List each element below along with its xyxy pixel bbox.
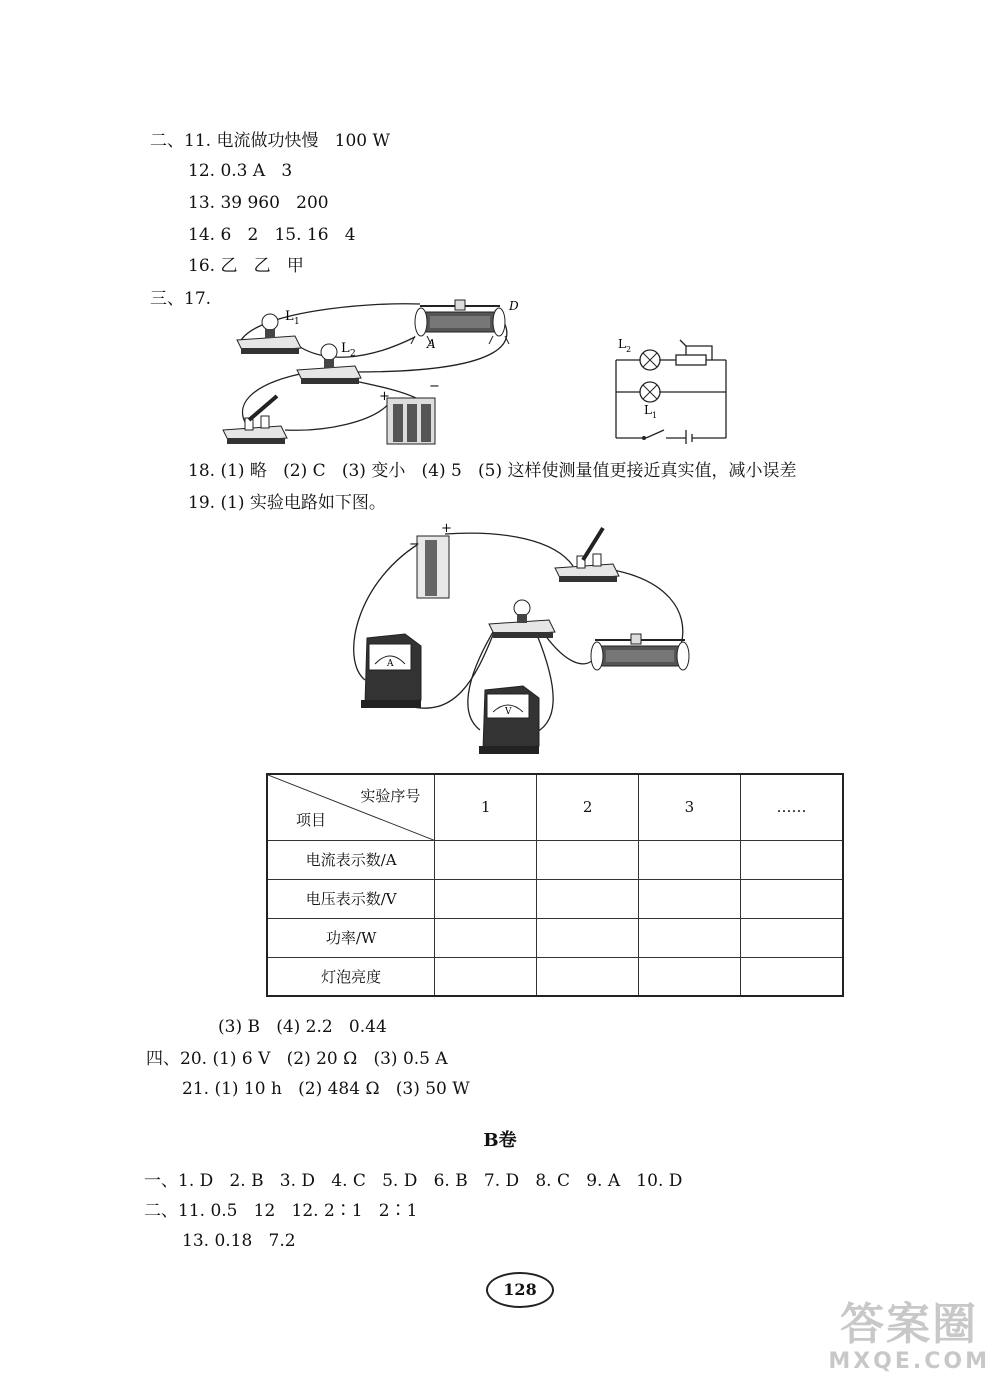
table-col-header: ……	[740, 774, 843, 840]
schematic-l2-subscript: 2	[626, 345, 632, 354]
schematic-l1-label: L	[644, 403, 652, 417]
watermark-logo-text: 答案圈	[840, 1299, 979, 1351]
section-b-line-3: 13. 0.18 7.2	[182, 1231, 296, 1251]
answer-line-14: 14. 6 2 15. 16 4	[188, 225, 356, 245]
table-col-header: 1	[435, 774, 537, 840]
table-row	[267, 918, 843, 957]
lamp-19	[489, 600, 555, 638]
schematic-17	[606, 334, 746, 444]
rheostat	[411, 300, 509, 344]
switch-19	[555, 528, 619, 582]
table-col-header: 2	[537, 774, 639, 840]
table-cell	[537, 957, 639, 996]
table-cell	[639, 957, 741, 996]
ammeter-label: A	[387, 659, 394, 669]
table-cell	[740, 840, 843, 879]
table-cell	[435, 957, 537, 996]
section-b-line-2: 二、11. 0.5 12 12. 2∶1 2∶1	[144, 1201, 418, 1221]
table-header-diagonal-cell	[267, 774, 435, 840]
answer-line-17: 三、17.	[150, 289, 212, 309]
battery-minus: −	[429, 379, 440, 394]
lamp-l1-subscript: 1	[294, 317, 300, 327]
table-cell	[435, 918, 537, 957]
table-row-label: 电流表示数/A	[267, 840, 435, 879]
answer-line-20: 四、20. (1) 6 V (2) 20 Ω (3) 0.5 A	[146, 1049, 448, 1069]
ammeter	[361, 634, 421, 708]
answer-line-18: 18. (1) 略 (2) C (3) 变小 (4) 5 (5) 这样使测量值更接近真实值，减小误差	[188, 461, 797, 481]
table-cell	[537, 918, 639, 957]
circuit-19-illustration	[345, 520, 695, 755]
section-b-line-1: 一、1. D 2. B 3. D 4. C 5. D 6. B 7. D 8. C 9. A 10. D	[144, 1171, 683, 1191]
answer-line-19: 19. (1) 实验电路如下图。	[188, 493, 386, 513]
answer-line-11: 二、11. 电流做功快慢 100 W	[150, 131, 390, 151]
battery-plus-19: +	[441, 521, 452, 536]
battery-pack	[387, 398, 435, 444]
table-header-trial-number: 实验序号	[360, 787, 421, 805]
rheostat-19	[591, 634, 689, 670]
page-number: 128	[486, 1272, 554, 1308]
table-row	[267, 879, 843, 918]
switch	[223, 396, 287, 444]
watermark-url: MXQE.COM	[828, 1348, 990, 1374]
schematic-l1-subscript: 1	[652, 411, 658, 420]
lamp-l2-subscript: 2	[350, 349, 356, 359]
answer-line-19-b: (3) B (4) 2.2 0.44	[218, 1017, 387, 1037]
table-row-label: 电压表示数/V	[267, 879, 435, 918]
section-b-title: B卷	[483, 1130, 517, 1151]
battery	[417, 536, 449, 598]
battery-minus-19: −	[409, 537, 420, 552]
schematic-l2-label: L	[618, 337, 626, 351]
answer-line-13: 13. 39 960 200	[188, 193, 329, 213]
table-cell	[740, 918, 843, 957]
table-cell	[740, 957, 843, 996]
table-cell	[537, 879, 639, 918]
answer-line-12: 12. 0.3 A 3	[188, 161, 293, 181]
table-row	[267, 957, 843, 996]
rheostat-terminal-d: D	[509, 299, 519, 313]
table-cell	[639, 840, 741, 879]
table-cell	[740, 879, 843, 918]
lamp-l1-label: L	[285, 309, 294, 324]
table-row-label: 灯泡亮度	[267, 957, 435, 996]
answer-line-21: 21. (1) 10 h (2) 484 Ω (3) 50 W	[182, 1079, 470, 1099]
circuit-17-illustration	[215, 292, 535, 452]
table-cell	[639, 918, 741, 957]
table-header-item: 项目	[296, 810, 327, 829]
table-cell	[639, 879, 741, 918]
table-cell	[537, 840, 639, 879]
lamp-l2-label: L	[341, 341, 350, 356]
experiment-table	[266, 773, 844, 997]
rheostat-terminal-a: A	[427, 337, 436, 351]
table-row-label: 功率/W	[267, 918, 435, 957]
table-cell	[435, 879, 537, 918]
schematic-lamp-l1	[640, 382, 660, 402]
watermark	[828, 1301, 990, 1374]
answer-line-16: 16. 乙 乙 甲	[188, 256, 304, 276]
voltmeter	[479, 686, 539, 754]
table-cell	[435, 840, 537, 879]
voltmeter-label: V	[505, 707, 512, 717]
schematic-lamp-l2	[640, 350, 660, 370]
table-col-header: 3	[639, 774, 741, 840]
battery-plus: +	[379, 389, 390, 404]
table-row	[267, 840, 843, 879]
